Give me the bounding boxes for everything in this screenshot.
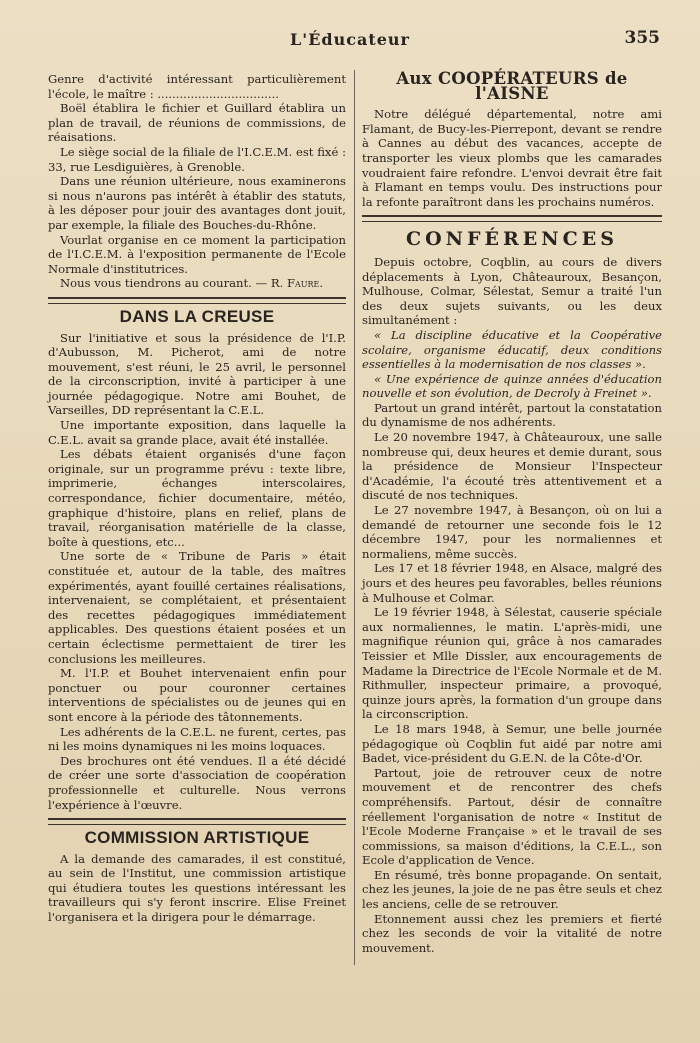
paragraph: Le 18 mars 1948, à Semur, une belle journée pédagogique où Coqblin fut aidé par notre ami Badet, vice-président du G.E.N. de la Côte-d'Or. <box>362 721 662 766</box>
paragraph: Les 17 et 18 février 1948, en Alsace, malgré des jours et des heures peu favorables, belles réunions à Mulhouse et Colmar. <box>362 561 662 605</box>
signature-paragraph <box>48 276 346 291</box>
closing-text: Nous vous tiendrons au courant. — <box>60 276 271 291</box>
paragraph: Partout, joie de retrouver ceux de notre mouvement et de rencontrer des chefs compréhensifs. Partout, désir de connaître réellement l'organisation de notre « Institut de l'Ecole Moderne Française » et le travail de ses commissions, sa maison d'éditions, la C.E.L., son Ecole d'application de Vence. <box>362 765 662 868</box>
paragraph: Le 27 novembre 1947, à Besançon, où on lui a demandé de retourner une seconde fois le 12 décembre 1947, pour les normaliennes et normaliens, même succès. <box>362 503 662 561</box>
section-title-commission: COMMISSION ARTISTIQUE <box>84 828 310 848</box>
paragraph: Sur l'initiative et sous la présidence de l'I.P. d'Aubusson, M. Picherot, ami de notre mouvement, s'est réuni, le 25 avril, le personnel de la circonscription, invité à participer à une journée pédagogique. Notre ami Bouhet, de Varseilles, DD représentant la C.E.L. <box>48 330 346 418</box>
subject-quote: « La discipline éducative et la Coopérative scolaire, organisme éducatif, deux conditions essentielles à la modernisation de nos classes ». <box>362 327 662 372</box>
paragraph: Genre d'activité intéressant particulièrement l'école, le maître : ................................. <box>48 72 346 101</box>
paragraph: Des brochures ont été vendues. Il a été décidé de créer une sorte d'association de coopération professionnelle et culturelle. Nous verrons l'expérience à l'œuvre. <box>48 753 346 812</box>
paragraph: Le 20 novembre 1947, à Châteauroux, une salle nombreuse qui, deux heures et demie durant, sous la présidence de Monsieur l'Inspecteur d'Académie, l'a écouté très attentivement et a discuté de nos techniques. <box>362 430 662 503</box>
paragraph: Une sorte de « Tribune de Paris » était constituée et, autour de la table, des maîtres expérimentés, ayant fouillé certaines réalisations, intervenaient, se complétaient, et présentaient des recettes pédagogiques immédiatement applicables. Des questions étaient posées et un certain éclectisme permettaient de tirer les conclusions les meilleures. <box>48 549 346 666</box>
page-number: 355 <box>624 28 660 48</box>
paragraph: Les débats étaient organisés d'une façon originale, sur un programme prévu : texte libre, imprimerie, échanges interscolaires, correspondance, fichier documentaire, météo, graphique d'histoire, plans en relief, plans de travail, réorganisation matérielle de la classe, boîte à questions, etc... <box>48 447 346 549</box>
right-column <box>362 69 662 955</box>
subject-quote: « Une expérience de quinze années d'éducation nouvelle et son évolution, de Decroly à Freinet ». <box>362 371 662 401</box>
paragraph: Vourlat organise en ce moment la participation de l'I.C.E.M. à l'exposition permanente de l'Ecole Normale d'institutrices. <box>48 232 346 276</box>
left-column <box>48 72 346 925</box>
paragraph: Depuis octobre, Coqblin, au cours de divers déplacements à Lyon, Châteauroux, Besançon, Mulhouse, Colmar, Sélestat, Semur a traité l'un des deux sujets suivants, ou les deux simultanément : <box>362 254 662 328</box>
section-title-creuse: DANS LA CREUSE <box>119 306 275 326</box>
paragraph: Le 19 février 1948, à Sélestat, causerie spéciale aux normaliennes, le matin. L'après-midi, une magnifique réunion qui, grâce à nos camarades Teissier et Mlle Dissler, aux encouragements de Madame la Directrice de l'Ecole Normale et de M. Rithmuller, inspecteur primaire, a provoqué, quinze jours après, la formation d'un groupe dans la circonscription. <box>362 605 662 722</box>
paragraph: M. l'I.P. et Bouhet intervenaient enfin pour ponctuer ou pour couronner certaines interventions de spécialistes ou de jeunes qui en sont encore à la période des tâtonnements. <box>48 666 346 724</box>
running-head <box>0 28 700 52</box>
paragraph: Une importante exposition, dans laquelle la C.E.L. avait sa grande place, avait été installée. <box>48 418 346 447</box>
section-title-aisne: Aux COOPÉRATEURS de l'AISNE <box>396 69 628 103</box>
paragraph: Notre délégué départemental, notre ami Flamant, de Bucy-les-Pierrepont, devant se rendre à Cannes au début des vacances, accepte de transporter les vieux plombs que les camarades voudraient faire refondre. L'envoi devrait être fait à Flamant en temps voulu. Des instructions pour la refonte paraîtront dans les prochains numéros. <box>362 107 662 209</box>
section-title-conferences: CONFÉRENCES <box>406 228 618 251</box>
paragraph: A la demande des camarades, il est constitué, au sein de l'Institut, une commission artistique qui étudiera toutes les questions intéressant les travailleurs qui s'y feront inscrire. Elise Freinet l'organisera et la dirigera pour le démarrage. <box>48 851 346 925</box>
paragraph: Partout un grand intérêt, partout la constatation du dynamisme de nos adhérents. <box>362 400 662 430</box>
author-signature: R. Faure. <box>270 276 324 291</box>
paragraph: En résumé, très bonne propagande. On sentait, chez les jeunes, la joie de ne pas être seuls et chez les anciens, celle de se retrouver. <box>362 867 662 912</box>
paragraph: Le siège social de la filiale de l'I.C.E.M. est fixé : 33, rue Lesdiguières, à Grenoble. <box>48 144 346 174</box>
column-divider <box>354 70 355 965</box>
paragraph: Boël établira le fichier et Guillard établira un plan de travail, de réunions de commissions, de réaisations. <box>48 101 346 145</box>
paragraph: Dans une réunion ultérieure, nous examinerons si nous n'aurons pas intérêt à établir des statuts, à les déposer pour jouir des avantages dont jouit, par exemple, la filiale des Bouches-du-Rhône. <box>48 174 346 232</box>
paragraph: Etonnement aussi chez les premiers et fierté chez les seconds de voir la vitalité de notre mouvement. <box>362 911 662 955</box>
section-rule <box>362 215 662 222</box>
paragraph: Les adhérents de la C.E.L. ne furent, certes, pas ni les moins dynamiques ni les moins loquaces. <box>48 724 346 754</box>
journal-title: L'Éducateur <box>290 30 410 49</box>
section-rule <box>48 297 346 304</box>
section-rule <box>48 818 346 825</box>
